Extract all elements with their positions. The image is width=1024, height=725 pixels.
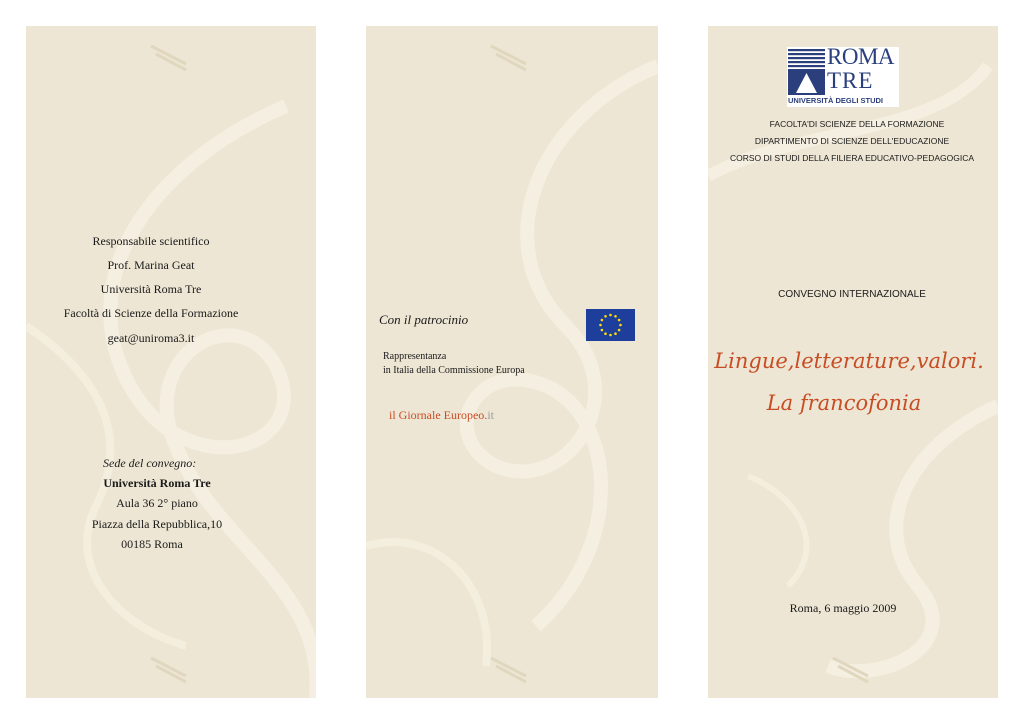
giornale-europeo-link[interactable]: [389, 408, 494, 422]
faculty-header: FACOLTA'DI SCIENZE DELLA FORMAZIONE: [769, 119, 945, 129]
responsabile-label: Responsabile scientifico: [92, 234, 210, 248]
representation-line-2: in Italia della Commissione Europa: [383, 365, 525, 376]
giornale-main: il Giornale Europeo.: [389, 408, 488, 422]
venue-name: Università Roma Tre: [103, 476, 211, 490]
logo-subtitle: UNIVERSITÀ DEGLI STUDI: [788, 96, 884, 105]
venue-label: Sede del convegno:: [103, 456, 197, 470]
venue-city: 00185 Roma: [121, 537, 183, 551]
faculty-name: Facoltà di Scienze della Formazione: [63, 306, 239, 320]
person-name: Prof. Marina Geat: [107, 258, 195, 272]
event-title-line-2: La francofonia: [766, 391, 922, 415]
logo-line-2: TRE: [827, 68, 874, 93]
email-link[interactable]: geat@uniroma3.it: [107, 331, 195, 345]
giornale-suffix: it: [487, 408, 494, 422]
university-name: Università Roma Tre: [100, 282, 202, 296]
venue-room: Aula 36 2° piano: [116, 496, 198, 510]
venue-address: Piazza della Repubblica,10: [91, 517, 223, 531]
left-panel: [26, 26, 316, 698]
course-header: CORSO DI STUDI DELLA FILIERA EDUCATIVO-PEDAGOGICA: [729, 153, 975, 163]
decorative-swirl: [26, 26, 316, 698]
event-title-line-1: Lingue,letterature,valori.: [714, 349, 984, 373]
logo-line-1: ROMA: [827, 44, 895, 69]
event-type: CONVEGNO INTERNAZIONALE: [778, 289, 926, 300]
eu-flag-icon: [586, 309, 635, 341]
roma-tre-logo: [787, 44, 899, 107]
patronage-label: Con il patrocinio: [379, 312, 469, 327]
logo-emblem-icon: [788, 49, 825, 95]
middle-panel: [366, 26, 658, 698]
department-header: DIPARTIMENTO DI SCIENZE DELL'EDUCAZIONE: [754, 136, 950, 146]
event-date: Roma, 6 maggio 2009: [789, 601, 897, 615]
right-panel: [708, 26, 998, 698]
representation-line-1: Rappresentanza: [383, 351, 447, 362]
